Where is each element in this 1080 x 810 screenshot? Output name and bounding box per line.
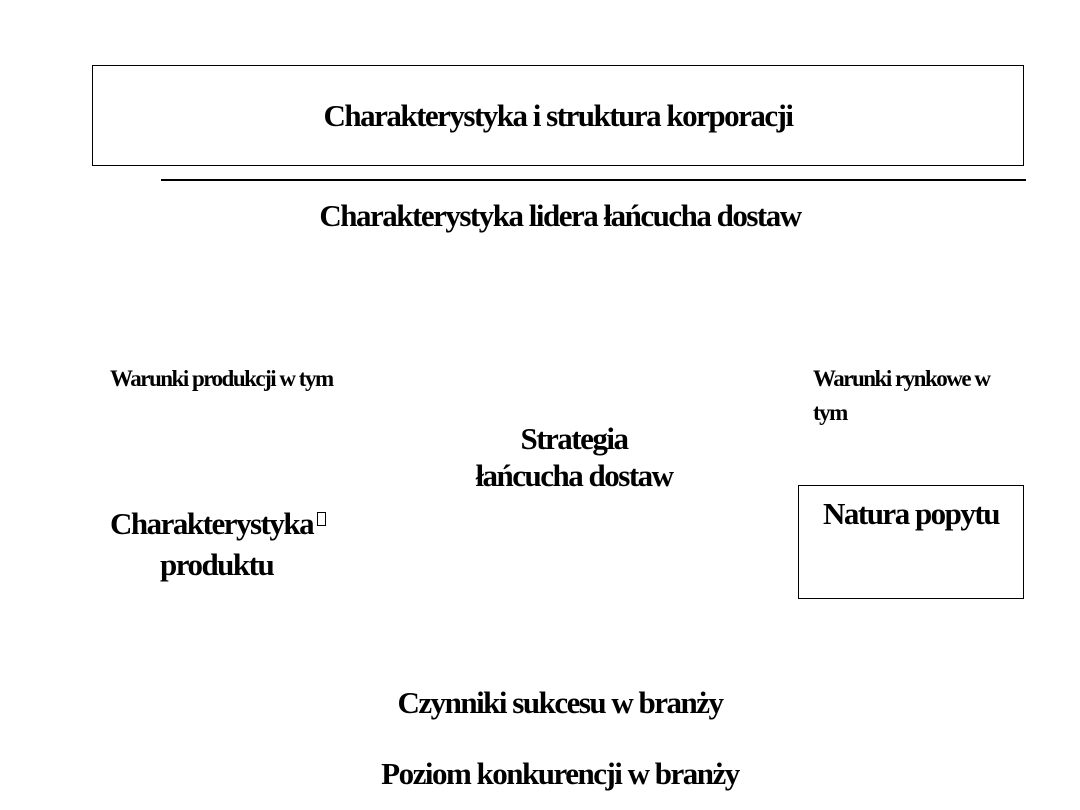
strategy-label: Strategia łańcucha dostaw: [475, 421, 673, 493]
corporation-box: [92, 65, 1024, 166]
divider-line: [161, 179, 1026, 181]
market-conditions-label: Warunki rynkowe w tym: [813, 366, 990, 425]
product-characteristics: [110, 503, 370, 585]
corporation-title: Charakterystyka i struktura korporacji: [323, 97, 793, 133]
demand-nature-box: [798, 485, 1024, 599]
production-conditions-label: Warunki produkcji w tym: [110, 366, 333, 391]
product-characteristics-line2: produktu: [160, 547, 274, 582]
demand-nature-label: Natura popytu: [822, 496, 999, 531]
success-factors-label: Czynniki sukcesu w branży: [397, 685, 723, 720]
missing-glyph-icon: [317, 512, 326, 526]
product-characteristics-line1: Charakterystyka: [110, 506, 314, 541]
competition-level-label: Poziom konkurencji w branży: [381, 756, 739, 791]
leader-title: Charakterystyka lidera łańcucha dostaw: [319, 198, 801, 233]
